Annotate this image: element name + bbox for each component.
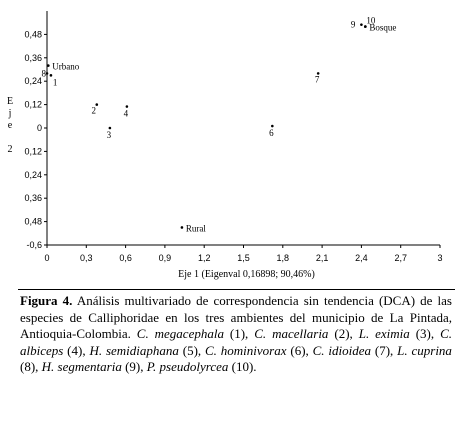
y-tick-label: 0,12 bbox=[24, 99, 42, 110]
x-tick-label: 2,4 bbox=[355, 253, 368, 263]
species-name: L. eximia bbox=[358, 326, 410, 341]
y-tick-label: 0,48 bbox=[24, 216, 42, 227]
data-point-label: 7 bbox=[314, 74, 320, 85]
data-point-label: 10 bbox=[366, 15, 376, 26]
x-tick-label: 0,9 bbox=[158, 253, 172, 263]
y-tick-label: 0,36 bbox=[24, 193, 42, 204]
caption-segment: (7), bbox=[371, 342, 398, 358]
x-tick-label: 0,6 bbox=[119, 253, 132, 263]
data-point bbox=[360, 23, 363, 26]
data-point-label: Rural bbox=[185, 223, 206, 234]
caption-segment: (4), bbox=[63, 342, 90, 358]
data-point-label: 2 bbox=[91, 105, 97, 116]
data-point bbox=[364, 25, 367, 28]
data-point-label: 3 bbox=[106, 130, 112, 140]
caption-divider bbox=[18, 289, 455, 290]
data-point bbox=[126, 105, 129, 108]
species-name: C. albiceps bbox=[20, 326, 452, 358]
data-point-label: 8 bbox=[41, 68, 46, 79]
species-name: C. hominivorax bbox=[205, 342, 287, 358]
data-point-label: Bosque bbox=[369, 22, 397, 33]
y-tick-label: 0,24 bbox=[24, 76, 42, 87]
x-axis-title: Eje 1 (Eigenval 0,16898; 90,46%) bbox=[178, 269, 315, 280]
caption-segment: (3), bbox=[409, 326, 441, 341]
y-axis-title-char: e bbox=[7, 120, 13, 131]
data-point-label: Urbano bbox=[52, 61, 80, 72]
caption-segment: (5), bbox=[178, 342, 206, 358]
x-tick-label: 1,8 bbox=[276, 253, 290, 263]
x-tick-label: 0,3 bbox=[80, 253, 93, 263]
data-point bbox=[181, 226, 184, 229]
data-point bbox=[50, 74, 53, 77]
data-points bbox=[42, 16, 397, 234]
data-point-label: 6 bbox=[269, 128, 274, 139]
caption-segment: (10). bbox=[228, 359, 257, 374]
x-tick-labels bbox=[44, 245, 442, 263]
y-tick-label: -0,6 bbox=[26, 240, 42, 250]
data-point bbox=[109, 127, 112, 130]
caption-segment: Análisis multivariado de correspondencia sin tendencia (DCA) de las especies de Calliphoridae en los tres ambientes del municipio de La Pintada, Antioquia-Colombia. bbox=[20, 293, 452, 341]
caption-text bbox=[20, 293, 452, 374]
species-name: H. segmentaria bbox=[41, 359, 122, 374]
species-name: C. idioidea bbox=[312, 342, 372, 358]
data-point-label: 1 bbox=[52, 77, 58, 88]
y-axis-title-char: j bbox=[8, 108, 12, 119]
data-point-label: 4 bbox=[123, 108, 129, 119]
y-tick-label: 0,24 bbox=[24, 169, 42, 180]
x-tick-label: 2,1 bbox=[315, 253, 329, 263]
caption-segment: (8), bbox=[20, 359, 42, 374]
x-tick-label: 1,2 bbox=[197, 253, 211, 263]
species-name: L. cuprina bbox=[397, 342, 452, 358]
x-tick-label: 2,7 bbox=[394, 253, 407, 263]
x-tick-label: 0 bbox=[44, 253, 50, 263]
species-name: C. megacephala bbox=[136, 326, 224, 341]
figure-label: Figura 4. bbox=[20, 293, 73, 308]
species-name: P. pseudolyrcea bbox=[146, 359, 229, 374]
y-axis-title bbox=[7, 96, 13, 155]
species-name: C. macellaria bbox=[254, 326, 329, 341]
y-axis-title-char: E bbox=[6, 96, 14, 107]
caption-segment: (6), bbox=[286, 342, 313, 358]
caption-segment: (1), bbox=[223, 326, 255, 341]
data-point bbox=[46, 72, 49, 75]
y-axis-title-char: 2 bbox=[7, 144, 13, 155]
y-tick-label: 0,48 bbox=[24, 29, 42, 40]
data-point-label: 9 bbox=[350, 19, 356, 30]
species-name: H. semidiaphana bbox=[89, 342, 179, 358]
y-tick-label: 0,36 bbox=[24, 52, 42, 63]
y-tick-label: 0,12 bbox=[24, 146, 42, 157]
x-tick-label: 3 bbox=[437, 253, 443, 263]
data-point bbox=[47, 64, 50, 67]
x-tick-label: 1,5 bbox=[237, 253, 250, 263]
y-tick-labels bbox=[24, 29, 47, 250]
chart-axes bbox=[47, 11, 440, 245]
data-point bbox=[271, 125, 274, 128]
caption-segment: (2), bbox=[328, 326, 359, 341]
figure-caption bbox=[20, 293, 452, 376]
caption-segment: (9), bbox=[121, 359, 147, 374]
y-tick-label: 0 bbox=[36, 123, 42, 133]
